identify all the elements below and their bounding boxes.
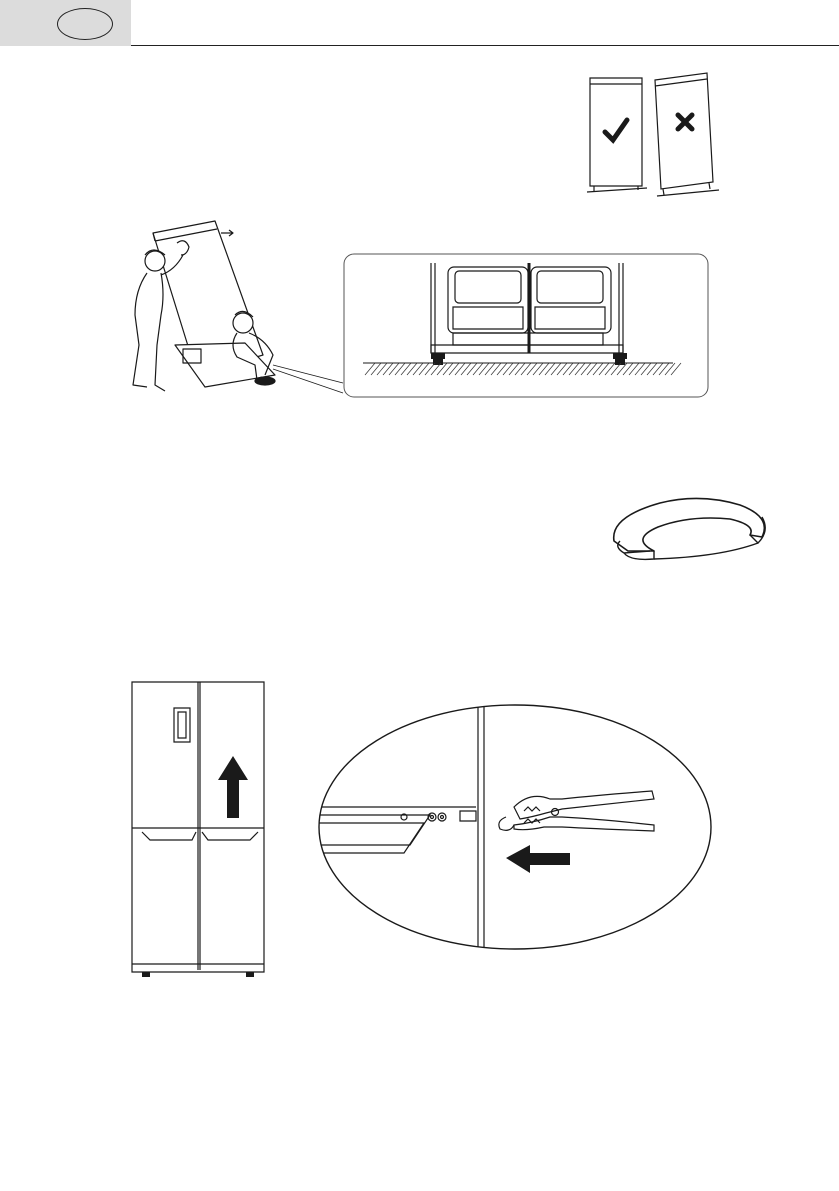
arrow-up-icon (218, 756, 248, 818)
horseshoe-spacer-illustration (600, 487, 770, 567)
header-rule (131, 45, 839, 46)
feet-detail-callout (343, 253, 709, 398)
language-badge (57, 8, 113, 40)
tilt-fridge-illustration (125, 215, 345, 405)
check-icon (605, 120, 627, 140)
pliers-detail-illustration (300, 695, 730, 975)
level-check-illustration (585, 70, 725, 200)
language-tab (0, 0, 131, 46)
cross-icon (678, 115, 692, 129)
fridge-front-illustration (130, 680, 268, 980)
